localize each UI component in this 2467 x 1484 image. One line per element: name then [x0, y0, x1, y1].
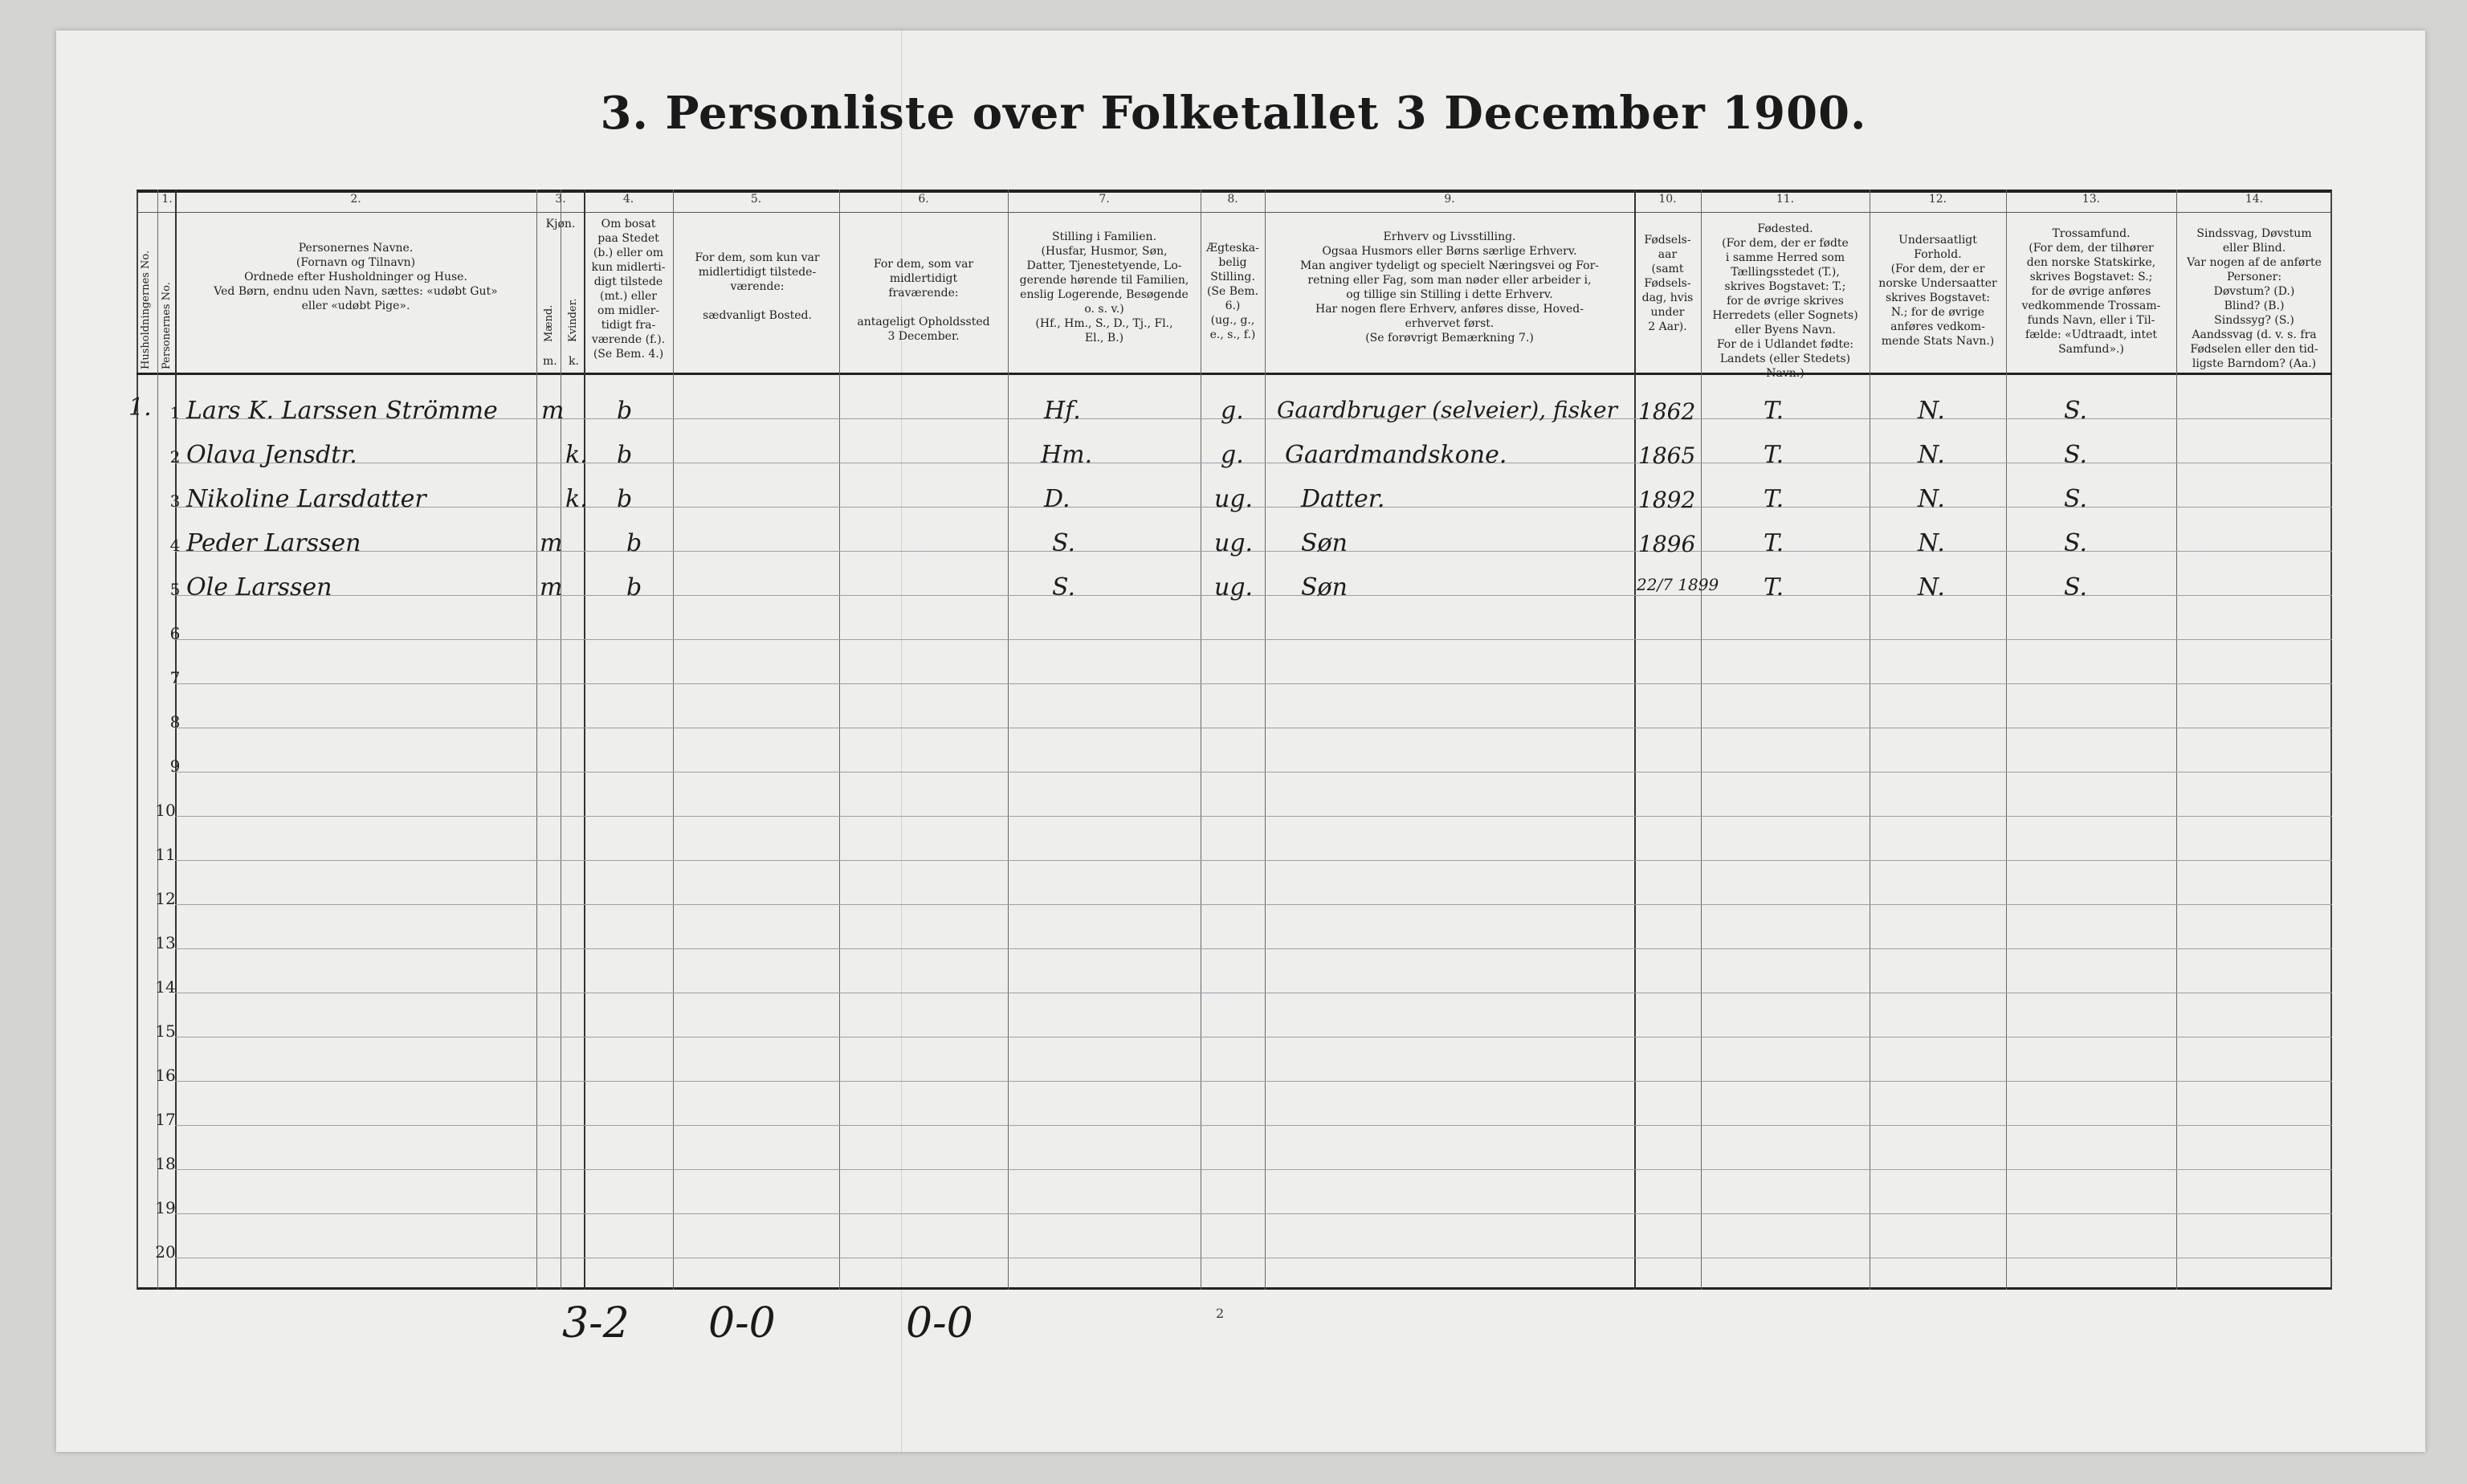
sex-k-mark: k.: [569, 355, 579, 368]
row-rule: [175, 948, 2332, 949]
tally-mark: 0-0: [906, 1299, 973, 1347]
column-number: 2.: [350, 193, 361, 206]
row-number: 7: [169, 668, 181, 687]
column-number: 6.: [918, 193, 929, 206]
row-rule: [175, 1037, 2332, 1038]
column-number: 10.: [1658, 193, 1677, 206]
sex-header: Kjøn.: [545, 218, 576, 230]
entry-family: Hf.: [1044, 397, 1081, 425]
temp-present-header: For dem, som kun var midlertidigt tilstede- værende: sædvanligt Bosted.: [695, 251, 820, 322]
entry-religion: S.: [2064, 485, 2088, 513]
entry-birth-year: 1862: [1638, 398, 1696, 425]
column-number-rule: [137, 212, 2332, 213]
entry-name: Peder Larssen: [186, 529, 361, 557]
entry-religion: S.: [2064, 529, 2088, 557]
birth-year-header: Fødsels- aar (samt Fødsels- dag, hvis under 2 Aar).: [1641, 234, 1694, 333]
row-rule: [175, 1213, 2332, 1214]
household-no-header: Husholdningernes No.: [140, 250, 152, 369]
entry-religion: S.: [2064, 441, 2088, 469]
entry-birthplace: T.: [1764, 529, 1784, 557]
occupation-header: Erhverv og Livsstilling. Ogsaa Husmors eller Børns særlige Erhverv. Man angiver tydeligt og specielt Næringsvei og For- retning eller Fag, som man nøder eller arbeider i, og tillige sin Stilling i dette Erhverv. Har nogen flere Erhverv, anføres disse, Hoved- erhvervet først. (Se forøvrigt Bemærkning 7.): [1300, 230, 1599, 344]
row-number: 19: [155, 1198, 176, 1217]
entry-sex: k.: [565, 441, 588, 469]
sex-m-mark: m.: [543, 355, 557, 368]
entry-sex: k.: [565, 485, 588, 513]
entry-occupation: Gaardbruger (selveier), fisker: [1277, 397, 1617, 423]
entry-occupation: Søn: [1301, 529, 1348, 557]
row-number: 2: [169, 447, 181, 467]
marital-header: Ægteska- belig Stilling. (Se Bem. 6.) (ug., g., e., s., f.): [1206, 242, 1259, 341]
entry-name: Lars K. Larssen Strömme: [186, 397, 498, 425]
tally-mark: 0-0: [708, 1299, 776, 1347]
entry-citizenship: N.: [1918, 573, 1945, 601]
row-number: 3: [169, 491, 181, 511]
row-number: 13: [155, 933, 176, 952]
entry-citizenship: N.: [1918, 485, 1945, 513]
entry-name: Olava Jensdtr.: [186, 441, 357, 469]
name-header: Personernes Navne. (Fornavn og Tilnavn) Ordnede efter Husholdninger og Huse. Ved Børn, endnu uden Navn, sættes: «udøbt Gut» eller «udøbt Pige».: [214, 242, 498, 312]
entry-marital: g.: [1221, 441, 1244, 469]
row-rule: [175, 551, 2332, 552]
entry-family: S.: [1052, 573, 1076, 601]
temp-absent-header: For dem, som var midlertidigt fraværende: antageligt Opholdssted 3 December.: [857, 258, 990, 343]
row-number: 1: [169, 403, 181, 422]
row-number: 10: [155, 801, 176, 820]
entry-religion: S.: [2064, 573, 2088, 601]
row-rule: [175, 816, 2332, 817]
row-rule: [175, 860, 2332, 861]
sex-female-header: Kvinder.: [567, 298, 579, 342]
row-rule: [175, 772, 2332, 773]
row-number: 9: [169, 756, 181, 776]
entry-sex: m: [540, 529, 563, 557]
entry-birth-year: 1892: [1638, 487, 1696, 513]
row-number: 8: [169, 712, 181, 732]
row-rule: [175, 639, 2332, 640]
row-number: 12: [155, 889, 176, 908]
row-number: 17: [155, 1110, 176, 1129]
page-title: 3. Personliste over Folketallet 3 December 1900.: [600, 87, 1867, 140]
residence-header: Om bosat paa Stedet (b.) eller om kun midlerti- digt tilstede (mt.) eller om midler- tidigt fra- værende (f.). (Se Bem. 4.): [591, 218, 666, 361]
entry-birthplace: T.: [1764, 397, 1784, 425]
column-number: 8.: [1227, 193, 1238, 206]
row-number: 5: [169, 580, 181, 599]
column-number: 14.: [2245, 193, 2264, 206]
entry-marital: g.: [1221, 397, 1244, 425]
entry-occupation: Datter.: [1301, 485, 1385, 513]
entry-residence: b: [617, 485, 633, 513]
column-number: 12.: [1928, 193, 1947, 206]
entry-birth-year: 1865: [1638, 442, 1696, 469]
entry-birth-year: 22/7 1899: [1637, 575, 1719, 594]
disability-header: Sindssvag, Døvstum eller Blind. Var nogen af de anførte Personer: Døvstum? (D.) Blind? (B.) Sindssyg? (S.) Aandssvag (d. v. s. fra Fødselen eller den tid- ligste Barndom? (Aa.): [2187, 227, 2322, 370]
entry-marital: ug.: [1214, 529, 1254, 557]
row-number: 16: [155, 1066, 176, 1085]
tally-mark: 3-2: [562, 1299, 630, 1347]
row-number: 15: [155, 1021, 176, 1041]
column-number: 9.: [1444, 193, 1455, 206]
entry-marital: ug.: [1214, 485, 1254, 513]
column-number: 1.: [161, 193, 173, 206]
entry-residence: b: [626, 529, 642, 557]
column-number: 3.: [555, 193, 566, 206]
entry-family: D.: [1044, 485, 1070, 513]
row-rule: [175, 1081, 2332, 1082]
entry-religion: S.: [2064, 397, 2088, 425]
birthplace-header: Fødested. (For dem, der er fødte i samme Herred som Tællingsstedet (T.), skrives Bogstavet: T.; for de øvrige skrives Herredets (eller Sognets) eller Byens Navn. For de i Udlandet fødte: Landets (eller Stedets) Navn.): [1712, 222, 1858, 380]
household-number: 1.: [128, 393, 152, 422]
column-number: 5.: [750, 193, 762, 206]
column-number: 13.: [2082, 193, 2101, 206]
row-rule: [175, 683, 2332, 684]
row-number: 20: [155, 1242, 176, 1262]
entry-citizenship: N.: [1918, 397, 1945, 425]
entry-family: Hm.: [1041, 441, 1093, 469]
page-number: 2: [1216, 1306, 1225, 1321]
row-rule: [175, 507, 2332, 508]
entry-residence: b: [626, 573, 642, 601]
row-rule: [175, 418, 2332, 419]
family-position-header: Stilling i Familien. (Husfar, Husmor, Søn, Datter, Tjenestetyende, Lo- gerende hørende til Familien, enslig Logerende, Besøgende o. s. v.) (Hf., Hm., S., D., Tj., Fl., El., B.): [1019, 230, 1189, 344]
entry-residence: b: [617, 397, 633, 425]
entry-family: S.: [1052, 529, 1076, 557]
row-number: 11: [155, 845, 176, 864]
column-number: 4.: [622, 193, 634, 206]
entry-birth-year: 1896: [1638, 531, 1696, 557]
entry-name: Nikoline Larsdatter: [186, 485, 426, 513]
row-number: 18: [155, 1154, 176, 1173]
religion-header: Trossamfund. (For dem, der tilhører den norske Statskirke, skrives Bogstavet: S.; for de øvrige anføres vedkommende Trossam- funds Navn, eller i Til- fælde: «Udtraadt, intet Samfund».): [2021, 227, 2161, 356]
sex-male-header: Mænd.: [543, 304, 555, 342]
row-number: 4: [169, 536, 181, 555]
citizenship-header: Undersaatligt Forhold. (For dem, der er norske Undersaatter skrives Bogstavet: N.; for de øvrige anføres vedkom- mende Stats Navn.): [1878, 234, 1997, 348]
row-number: 6: [169, 624, 181, 643]
entry-citizenship: N.: [1918, 441, 1945, 469]
column-number: 11.: [1776, 193, 1795, 206]
row-rule: [175, 1169, 2332, 1170]
row-rule: [175, 904, 2332, 905]
row-rule: [175, 1125, 2332, 1126]
entry-birthplace: T.: [1764, 485, 1784, 513]
entry-occupation: Søn: [1301, 573, 1348, 601]
row-number: 14: [155, 977, 176, 997]
entry-birthplace: T.: [1764, 441, 1784, 469]
person-no-header: Personernes No.: [161, 282, 173, 369]
entry-residence: b: [617, 441, 633, 469]
entry-birthplace: T.: [1764, 573, 1784, 601]
entry-sex: m: [540, 573, 563, 601]
row-rule: [175, 595, 2332, 596]
entry-occupation: Gaardmandskone.: [1285, 441, 1507, 469]
entry-marital: ug.: [1214, 573, 1254, 601]
entry-citizenship: N.: [1918, 529, 1945, 557]
header-rule: [137, 373, 2332, 375]
entry-sex: m: [541, 397, 565, 425]
entry-name: Ole Larssen: [186, 573, 332, 601]
column-number: 7.: [1099, 193, 1110, 206]
